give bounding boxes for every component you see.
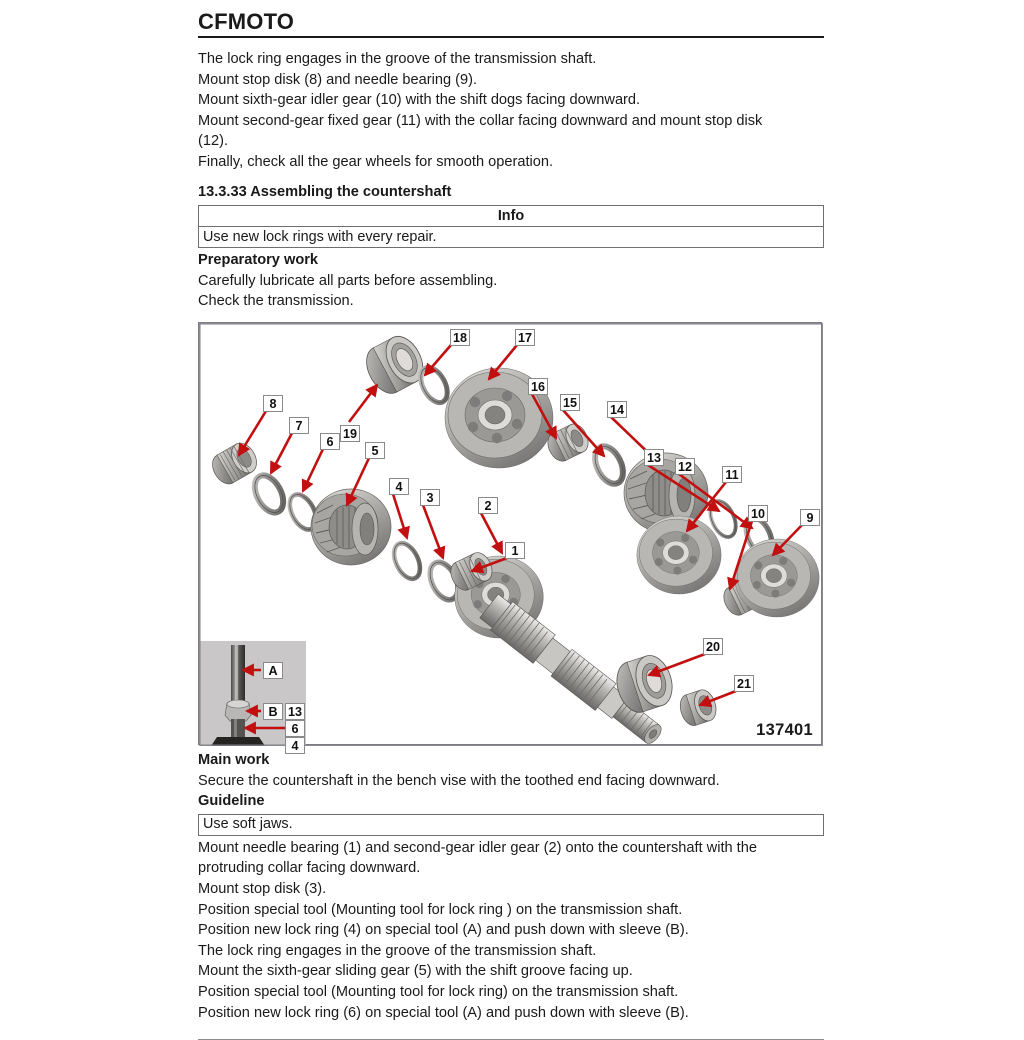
callout-21: 21 [734, 675, 754, 692]
table-row [199, 227, 824, 248]
callout-8: 8 [263, 395, 283, 412]
main-work-line: Secure the countershaft in the bench vise with the toothed end facing downward. [198, 772, 720, 789]
callout-20: 20 [703, 638, 723, 655]
intro-line: (12). [198, 133, 229, 150]
header-rule [198, 36, 824, 38]
callout-17: 17 [515, 329, 535, 346]
part-19-ball-bearing [359, 330, 430, 399]
guideline-table [198, 814, 824, 836]
callout-10: 10 [748, 505, 768, 522]
step-line: The lock ring engages in the groove of the transmission shaft. [198, 942, 597, 959]
exploded-view-figure [198, 322, 822, 754]
document-page [198, 0, 824, 1024]
steps-block [198, 838, 824, 1023]
callout-B: B [263, 703, 283, 720]
intro-line: Mount second-gear fixed gear (11) with the collar facing downward and mount stop disk [198, 112, 763, 129]
callout-9: 9 [800, 509, 820, 526]
preparatory-line: Check the transmission. [198, 293, 354, 310]
callout-15: 15 [560, 394, 580, 411]
step-line: Position special tool (Mounting tool for lock ring ) on the transmission shaft. [198, 901, 683, 918]
preparatory-line: Carefully lubricate all parts before assembling. [198, 272, 498, 289]
callout-inset-6: 6 [285, 720, 305, 737]
callout-inset-4: 4 [285, 737, 305, 754]
section-heading: 13.3.33 Assembling the countershaft [198, 183, 452, 200]
callout-5: 5 [365, 442, 385, 459]
part-5-sixth-gear-sliding-gear [311, 489, 391, 565]
part-11-second-gear-fixed-gear [637, 516, 721, 594]
step-line: Position new lock ring (6) on special tool (A) and push down with sleeve (B). [198, 1004, 689, 1021]
callout-16: 16 [528, 378, 548, 395]
figure-artwork [199, 323, 823, 746]
page-header [198, 0, 824, 38]
info-table [198, 205, 824, 248]
step-line: Mount the sixth-gear sliding gear (5) with the shift groove facing up. [198, 963, 633, 980]
intro-line: Mount sixth-gear idler gear (10) with the shift dogs facing downward. [198, 92, 641, 109]
callout-1: 1 [505, 542, 525, 559]
table-row [199, 814, 824, 835]
part-21-collar [677, 687, 720, 728]
info-table-cell: Use new lock rings with every repair. [199, 227, 824, 248]
guideline-cell: Use soft jaws. [199, 814, 824, 835]
table-row [199, 206, 824, 227]
callout-inset-13: 13 [285, 703, 305, 720]
part-7-stop-disk [249, 471, 289, 518]
intro-text-block [198, 49, 824, 173]
main-work-heading: Main work [198, 752, 270, 769]
callout-7: 7 [289, 417, 309, 434]
intro-line: The lock ring engages in the groove of the transmission shaft. [198, 51, 597, 68]
figure-number: 137401 [756, 721, 813, 740]
callout-3: 3 [420, 489, 440, 506]
callout-14: 14 [607, 401, 627, 418]
callout-4: 4 [389, 478, 409, 495]
step-line: Mount needle bearing (1) and second-gear idler gear (2) onto the countershaft with the [198, 839, 757, 856]
intro-line: Finally, check all the gear wheels for smooth operation. [198, 154, 554, 171]
callout-13: 13 [644, 449, 664, 466]
callout-18: 18 [450, 329, 470, 346]
callout-6: 6 [320, 433, 340, 450]
step-line: Position new lock ring (4) on special tool (A) and push down with sleeve (B). [198, 922, 689, 939]
part-15-washer [589, 442, 628, 488]
intro-line: Mount stop disk (8) and needle bearing (9). [198, 71, 478, 88]
part-washer-upper [415, 363, 452, 407]
brand-title: CFMOTO [198, 9, 295, 34]
callout-2: 2 [478, 497, 498, 514]
preparatory-heading: Preparatory work [198, 252, 319, 269]
part-4-lock-ring [389, 539, 425, 583]
step-line: protruding collar facing downward. [198, 860, 421, 877]
guideline-heading: Guideline [198, 793, 265, 810]
callout-A: A [263, 662, 283, 679]
callout-11: 11 [722, 466, 742, 483]
info-table-header: Info [199, 206, 824, 227]
step-line: Position special tool (Mounting tool for lock ring) on the transmission shaft. [198, 983, 679, 1000]
callout-12: 12 [675, 458, 695, 475]
callout-19: 19 [340, 425, 360, 442]
step-line: Mount stop disk (3). [198, 881, 327, 897]
